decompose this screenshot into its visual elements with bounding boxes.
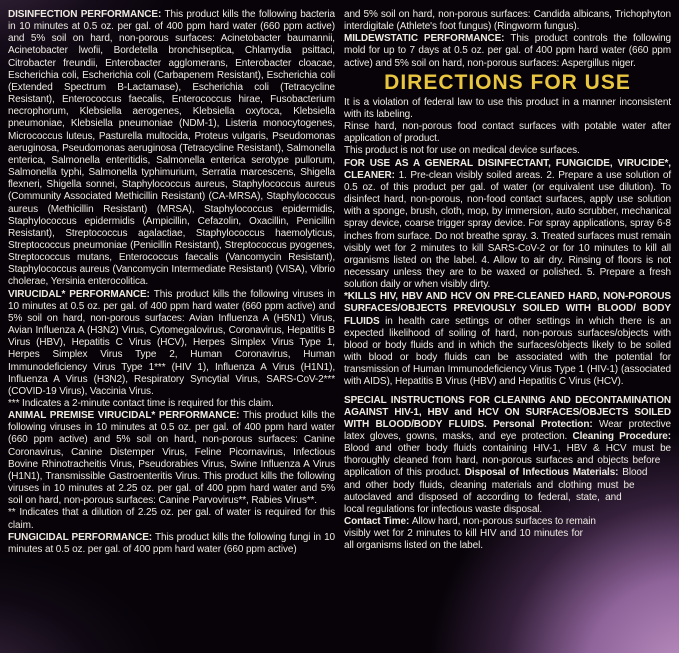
bold-text-segment: *KILLS HIV, HBV AND HCV ON PRE-CLEANED HARD, NON-POROUS SURFACES/OBJECTS PREVIOUSLY SOILED WITH BLOOD/ BODY FLUIDS <box>344 291 671 327</box>
text-segment: This product kills the following fungi in 10 minutes at 0.5 oz. per gal. of 400 ppm hard water (660 ppm active) <box>8 531 335 555</box>
text-segment: This product controls the following mold for up to 7 days at 0.5 oz. per gal. of 400 ppm hard water (660 ppm active) and 5% soil on hard, non-porous surfaces: Aspergillus niger. <box>344 33 672 69</box>
fungicidal-performance <box>8 532 335 556</box>
fungicidal-performance-continued <box>344 9 671 33</box>
text-segment: 1. Pre-clean visibly soiled areas. 2. Prepare a use solution of 0.5 oz. of this product per gal. of water (or equivalent use dilution). To disinfect hard, non-porous, non-food contact surfaces, apply use solution with a sponge, brush, cloth, mop, by immersion, auto scrubber, mechanical spray device, coarse trigger spray device. For spray applications, spray 6-8 inches from surface. Do not breathe spray. 3. Treated surfaces must remain visibly wet for 2 minutes to kill SARS-CoV-2 or for 10 minutes to kill all organisms listed on the label. 4. Allow to air dry. Rinsing of floors is not necessary unless they are to be waxed or polished. 5. Prepare a fresh solution daily or when visibly dirty. <box>344 169 672 291</box>
bold-text-segment: Personal Protection: <box>493 418 599 430</box>
text-segment: Blood and other body fluids, cleaning materials and clothing must be autoclaved and disposed of according to federal, state, and local regulations for infectious waste disposal. <box>344 467 648 515</box>
bold-text-segment: DISINFECTION PERFORMANCE: <box>8 9 165 20</box>
animal-premise-virucidal-performance <box>8 410 335 507</box>
text-segment: and 5% soil on hard, non-porous surfaces: Candida albicans, Trichophyton interdigitale (Athlete's foot fungus) (Ringworm fungus). <box>344 9 671 33</box>
rinse-statement <box>344 121 671 145</box>
dilution-footnote <box>8 507 335 531</box>
two-minute-footnote <box>8 398 335 410</box>
kills-hiv-hbv-hcv <box>344 291 671 388</box>
directions-for-use-header: DIRECTIONS FOR USE <box>384 70 631 94</box>
bold-text-segment: VIRUCIDAL* PERFORMANCE: <box>8 288 154 300</box>
disinfection-performance <box>8 9 335 289</box>
bold-text-segment: Disposal of Infectious Materials: <box>464 467 623 479</box>
bold-text-segment: MILDEWSTATIC PERFORMANCE: <box>344 33 511 45</box>
text-segment: This product kills the following bacteria in 10 minutes at 0.5 oz. per gal. of 400 ppm hard water (660 ppm active) and 5% soil on hard, non-porous surfaces: Acinetobacter baumannii, Acinetobacter lwofii, Bordetella bronchiseptica, Chlamydia psittaci, Citrobacter freundii, Enterobacter agglomerans, Enterobacter cloacae, Escherichia coli, Escherichia coli (Carbapenem Resistant), Escherichia coli (Extended Spectrum B-Lactamase), Escherichia coli (Tetracycline Resistant), Enterococcus faecalis, Enterococcus hirae, Fusobacterium necrophorum, Klebsiella aerogenes, Klebsiella oxytoca, Klebsiella pneumoniae, Klebsiella pneumoniae (NDM-1), Listeria monocytogenes, Micrococcus luteus, Pasturella multocida, Proteus vulgaris, Pseudomonas aeruginosa, Pseudomonas aeruginosa (Tetracycline Resistant), Salmonella enterica, Salmonella enteritidis, Salmonella enterica serotype pullorum, Salmonella typhi, Salmonella typhimurium, Serratia marcescens, Shigella flexneri, Shigella sonnei, Staphylococcus aureus, Staphylococcus aureus (Community Associated Methicillin Resistant) (CA-MRSA), Staphylococcus aureus (Methicillin Resistant) (MRSA), Staphylococcus epidermidis, Staphylococcus epidermidis (Ampicillin, Cefazolin, Oxacillin, Penicillin Resistant), Streptococcus agalactiae, Staphylococcus haemolyticus, Streptococcus pneumoniae (Penicillin Resistant), Streptococcus pyogenes, Streptococcus mutans, Enterococcus faecalis (Vancomycin Resistant), Staphylococcus aureus (Vancomycin Intermediate Resistant) (VISA), Vibrio cholerae, Yersinia enterocolitica. <box>8 9 335 288</box>
text-segment: in health care settings or other settings in which there is an expected likelihood of soiling of hard, non-porous surfaces/objects with blood or body fluids and in which the surfaces/objects likely to be soiled with blood or body fluids can be associated with the potential for transmission of Human Immunodeficiency Virus Type 1 (HIV-1) (associated with AIDS), Hepatitis B Virus (HBV) and Hepatitis C Virus (HCV). <box>344 315 671 388</box>
bold-text-segment: ANIMAL PREMISE VIRUCIDAL* PERFORMANCE: <box>8 410 243 422</box>
bold-text-segment: FUNGICIDAL PERFORMANCE: <box>8 531 156 543</box>
general-disinfectant-use <box>344 158 671 292</box>
text-segment: Blood and other body fluids containing HIV-1, HBV & HCV must be thoroughly cleaned from hard, non-porous surfaces and objects before application of this product. <box>344 443 671 479</box>
text-segment: It is a violation of federal law to use this product in a manner inconsistent with its labeling. <box>344 96 671 120</box>
federal-law-statement <box>344 97 671 121</box>
bold-text-segment: Contact Time: <box>344 516 412 528</box>
left-column <box>8 9 335 653</box>
right-column <box>344 9 671 653</box>
mildewstatic-performance <box>344 33 671 69</box>
medical-device-statement <box>344 145 671 157</box>
text-segment: Allow hard, non-porous surfaces to remain visibly wet for 2 minutes to kill HIV and 10 minutes for all organisms listed on the label. <box>344 516 596 552</box>
text-segment: *** Indicates a 2-minute contact time is required for this claim. <box>8 398 274 409</box>
text-segment: This product is not for use on medical device surfaces. <box>344 145 580 157</box>
text-segment: Rinse hard, non-porous food contact surfaces with potable water after application of product. <box>344 121 671 145</box>
virucidal-performance <box>8 289 335 398</box>
text-segment: This product kills the following viruses in 10 minutes at 0.5 oz. per gal. of 400 ppm hard water (660 ppm active) and 5% soil on hard, non-porous surfaces: Canine Coronavirus, Canine Distemper Virus, Feline Picornavirus, Infectious Bovine Rhinotracheitis Virus, Pseudorabies Virus, Swine Influenza A Virus (H1N1), Transmissible Gastroenteritis Virus. This product kills the following viruses in 10 minutes at 2.25 oz. per gal. of 400 ppm hard water and 5% soil on hard, non-porous surfaces: Canine Parvovirus**, Rabies Virus**. <box>8 410 335 507</box>
bold-text-segment: SPECIAL INSTRUCTIONS FOR CLEANING AND DECONTAMINATION AGAINST HIV-1, HBV and HCV ON SURFACES/OBJECTS SOILED WITH BLOOD/BODY FLUIDS. <box>344 394 671 430</box>
text-segment: Wear protective latex gloves, gowns, masks, and eye protection. <box>344 418 671 442</box>
text-segment: This product kills the following viruses in 10 minutes at 0.5 oz. per gal. of 400 ppm hard water (660 ppm active) and 5% soil on hard, non-porous surfaces: Avian Influenza A (H5N1) Virus, Avian Influenza A (H3N2) Virus, Cytomegalovirus, Coronavirus, Hepatitis B Virus (HBV), Hepatitis C Virus (HCV), Herpes Simplex Virus Type 1, Herpes Simplex Virus Type 2, Human Coronavirus, Human Immunodeficiency Virus Type 1*** (HIV 1), Influenza A Virus (H1N1), Influenza A Virus (H3N2), Respiratory Syncytial Virus, SARS-CoV-2*** (COVID-19 Virus), Vaccinia Virus. <box>8 288 335 397</box>
bold-text-segment: Cleaning Procedure: <box>572 431 671 442</box>
text-segment: ** Indicates that a dilution of 2.25 oz. per gal. of water is required for this claim. <box>8 507 335 531</box>
bold-text-segment: FOR USE AS A GENERAL DISINFECTANT, FUNGICIDE, VIRUCIDE*, CLEANER: <box>344 157 671 181</box>
